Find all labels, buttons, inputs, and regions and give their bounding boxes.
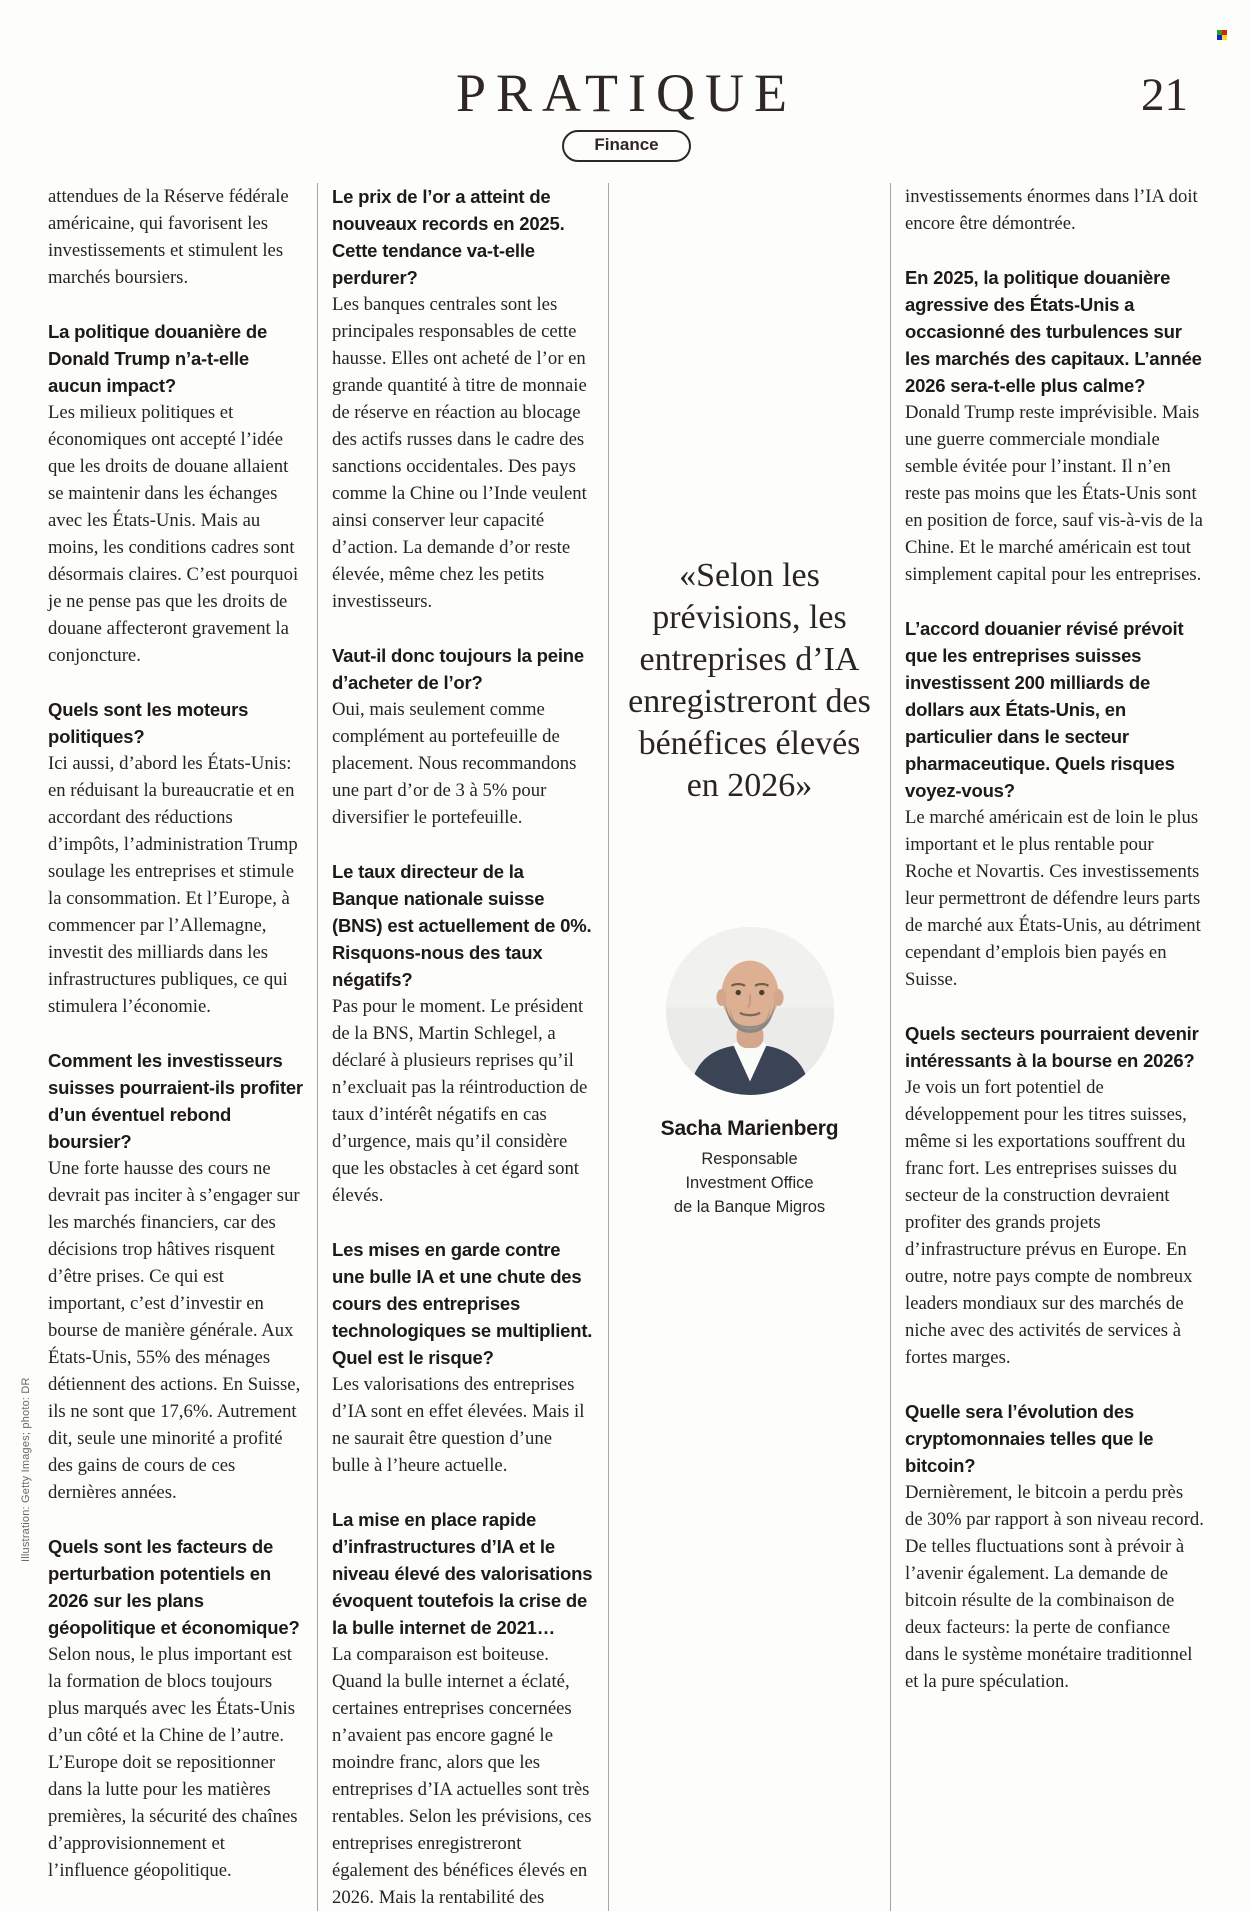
interview-question: Quels sont les moteurs politiques? <box>48 699 249 747</box>
profile-role-line-1: Responsable <box>701 1150 798 1168</box>
profile-role-line-2: Investment Office <box>685 1174 814 1192</box>
interview-answer: Je vois un fort potentiel de développement pour les titres suisses, même si les exportations souffrent du franc fort. Les entreprises suisses du secteur de la construction devraient profiter des grands projets d’infrastructure prévus en Europe. En outre, notre pays compte de nombreux leaders mondiaux sur des marchés de niche avec des activités de services à fortes marges. <box>905 1077 1193 1368</box>
interview-question: Comment les investisseurs suisses pourraient-ils profiter d’un éventuel rebond boursier? <box>48 1050 303 1152</box>
interview-answer: La comparaison est boiteuse. Quand la bulle internet a éclaté, certaines entreprises concernées n’avaient pas encore gagné le moindre franc, alors que les entreprises d’IA actuelles sont très rentables. Selon les prévisions, ces entreprises enregistreront également des bénéfices élevés en 2026. Mais la rentabilité des <box>332 1644 592 1908</box>
interview-question: La mise en place rapide d’infrastructures d’IA et le niveau élevé des valorisations évoquent toutefois la crise de la bulle internet de 2021… <box>332 1509 593 1638</box>
interview-answer: Les valorisations des entreprises d’IA sont en effet élevées. Mais il ne saurait être question d’une bulle à l’heure actuelle. <box>332 1374 585 1476</box>
interview-answer: Le marché américain est de loin le plus important et le plus rentable pour Roche et Novartis. Ces investissements leur permettront de défendre leurs parts de marché aux États-Unis, au détriment cependant d’emplois bien payés en Suisse. <box>905 807 1201 990</box>
pull-quote: «Selon les prévisions, les entreprises d’IA enregistreront des bénéfices élevés en 2026» <box>628 557 871 804</box>
portrait-photo <box>666 927 834 1095</box>
page-number: 21 <box>1141 69 1188 121</box>
portrait-illustration <box>666 927 834 1095</box>
interview-question: Le prix de l’or a atteint de nouveaux records en 2025. Cette tendance va-t-elle perdurer? <box>332 186 565 288</box>
interview-answer: attendues de la Réserve fédérale américaine, qui favorisent les investissements et stimulent les marchés boursiers. <box>48 186 289 288</box>
photo-credit: Illustration: Getty Images; photo: DR <box>20 1377 32 1562</box>
section-title: PRATIQUE <box>455 63 797 123</box>
interview-answer: investissements énormes dans l’IA doit encore être démontrée. <box>905 186 1198 234</box>
interview-answer: Selon nous, le plus important est la formation de blocs toujours plus marqués avec les États-Unis d’un côté et la Chine de l’autre. L’Europe doit se repositionner dans la lutte pour les matières premières, la sécurité des chaînes d’approvisionnement et l’influence géopolitique. <box>48 1644 298 1881</box>
article-column-4 <box>891 183 1205 1911</box>
profile-name: Sacha Marienberg <box>660 1117 839 1140</box>
print-registration-mark <box>1217 30 1227 40</box>
article-column-1 <box>48 183 318 1911</box>
interview-question: Quelle sera l’évolution des cryptomonnaies telles que le bitcoin? <box>905 1401 1154 1476</box>
interview-answer: Ici aussi, d’abord les États-Unis: en réduisant la bureaucratie et en accordant des réductions d’impôts, l’administration Trump soulage les entreprises et stimule la consommation. Et l’Europe, à commencer par l’Allemagne, investit des milliards dans les infrastructures publiques, ce qui stimulera l’économie. <box>48 753 298 1017</box>
quote-column <box>609 183 891 1911</box>
profile-role <box>623 1147 876 1219</box>
interview-question: Quels sont les facteurs de perturbation potentiels en 2026 sur les plans géopolitique et économique? <box>48 1536 300 1638</box>
interview-question: L’accord douanier révisé prévoit que les entreprises suisses investissent 200 milliards de dollars aux États-Unis, en particulier dans le secteur pharmaceutique. Quels risques voyez-vous? <box>905 618 1184 801</box>
interview-question: La politique douanière de Donald Trump n’a-t-elle aucun impact? <box>48 321 268 396</box>
article-columns <box>48 183 1205 1911</box>
interview-answer: Pas pour le moment. Le président de la BNS, Martin Schlegel, a déclaré à plusieurs reprises qu’il n’excluait pas la réintroduction de taux d’intérêt négatifs en cas d’urgence, mais qu’il considère que les obstacles à cet égard sont élevés. <box>332 996 588 1206</box>
interview-answer: Les banques centrales sont les principales responsables de cette hausse. Elles ont acheté de l’or en grande quantité à titre de monnaie de réserve en réaction au blocage des actifs russes dans le cadre des sanctions occidentales. Des pays comme la Chine ou l’Inde veulent ainsi conserver leur capacité d’action. La demande d’or reste élevée, même chez les petits investisseurs. <box>332 294 587 612</box>
regmark-yellow-square <box>1222 35 1227 40</box>
finance-badge: Finance <box>562 130 690 162</box>
interview-question: Vaut-il donc toujours la peine d’acheter de l’or? <box>332 645 584 693</box>
interview-answer: Dernièrement, le bitcoin a perdu près de 30% par rapport à son niveau record. De telles fluctuations sont à prévoir à l’avenir également. La demande de bitcoin résulte de la combinaison de deux facteurs: la perte de confiance dans le système monétaire traditionnel et la pure spéculation. <box>905 1482 1204 1692</box>
section-header <box>48 63 1205 162</box>
article-column-2 <box>318 183 609 1911</box>
interview-answer: Une forte hausse des cours ne devrait pas inciter à s’engager sur les marchés financiers, car des décisions trop hâtives risquent d’être prises. Ce qui est important, c’est d’investir en bourse de manière générale. Aux États-Unis, 55% des ménages détiennent des actions. En Suisse, ils ne sont que 17,6%. Autrement dit, seule une minorité a profité des gains de cours de ces dernières années. <box>48 1158 301 1503</box>
interview-question: Le taux directeur de la Banque nationale suisse (BNS) est actuellement de 0%. Risquons-nous des taux négatifs? <box>332 861 592 990</box>
interview-answer: Oui, mais seulement comme complément au portefeuille de placement. Nous recommandons une part d’or de 3 à 5% pour diversifier le portefeuille. <box>332 699 577 828</box>
interview-question: Quels secteurs pourraient devenir intéressants à la bourse en 2026? <box>905 1023 1199 1071</box>
interview-question: Les mises en garde contre une bulle IA et une chute des cours des entreprises technologiques se multiplient. Quel est le risque? <box>332 1239 593 1368</box>
interview-answer: Les milieux politiques et économiques ont accepté l’idée que les droits de douane allaient se maintenir dans les échanges avec les États-Unis. Mais au moins, les conditions cadres sont désormais claires. C’est pourquoi je ne pense pas que les droits de douane affecteront gravement la conjoncture. <box>48 402 299 666</box>
interview-answer: Donald Trump reste imprévisible. Mais une guerre commerciale mondiale semble évitée pour l’instant. Il n’en reste pas moins que les États-Unis sont en position de force, sauf vis-à-vis de la Chine. Et le marché américain est tout simplement capital pour les entreprises. <box>905 402 1203 585</box>
profile-role-line-3: de la Banque Migros <box>673 1198 826 1216</box>
interview-question: En 2025, la politique douanière agressive des États-Unis a occasionné des turbulences sur les marchés des capitaux. L’année 2026 sera-t-elle plus calme? <box>905 267 1202 396</box>
